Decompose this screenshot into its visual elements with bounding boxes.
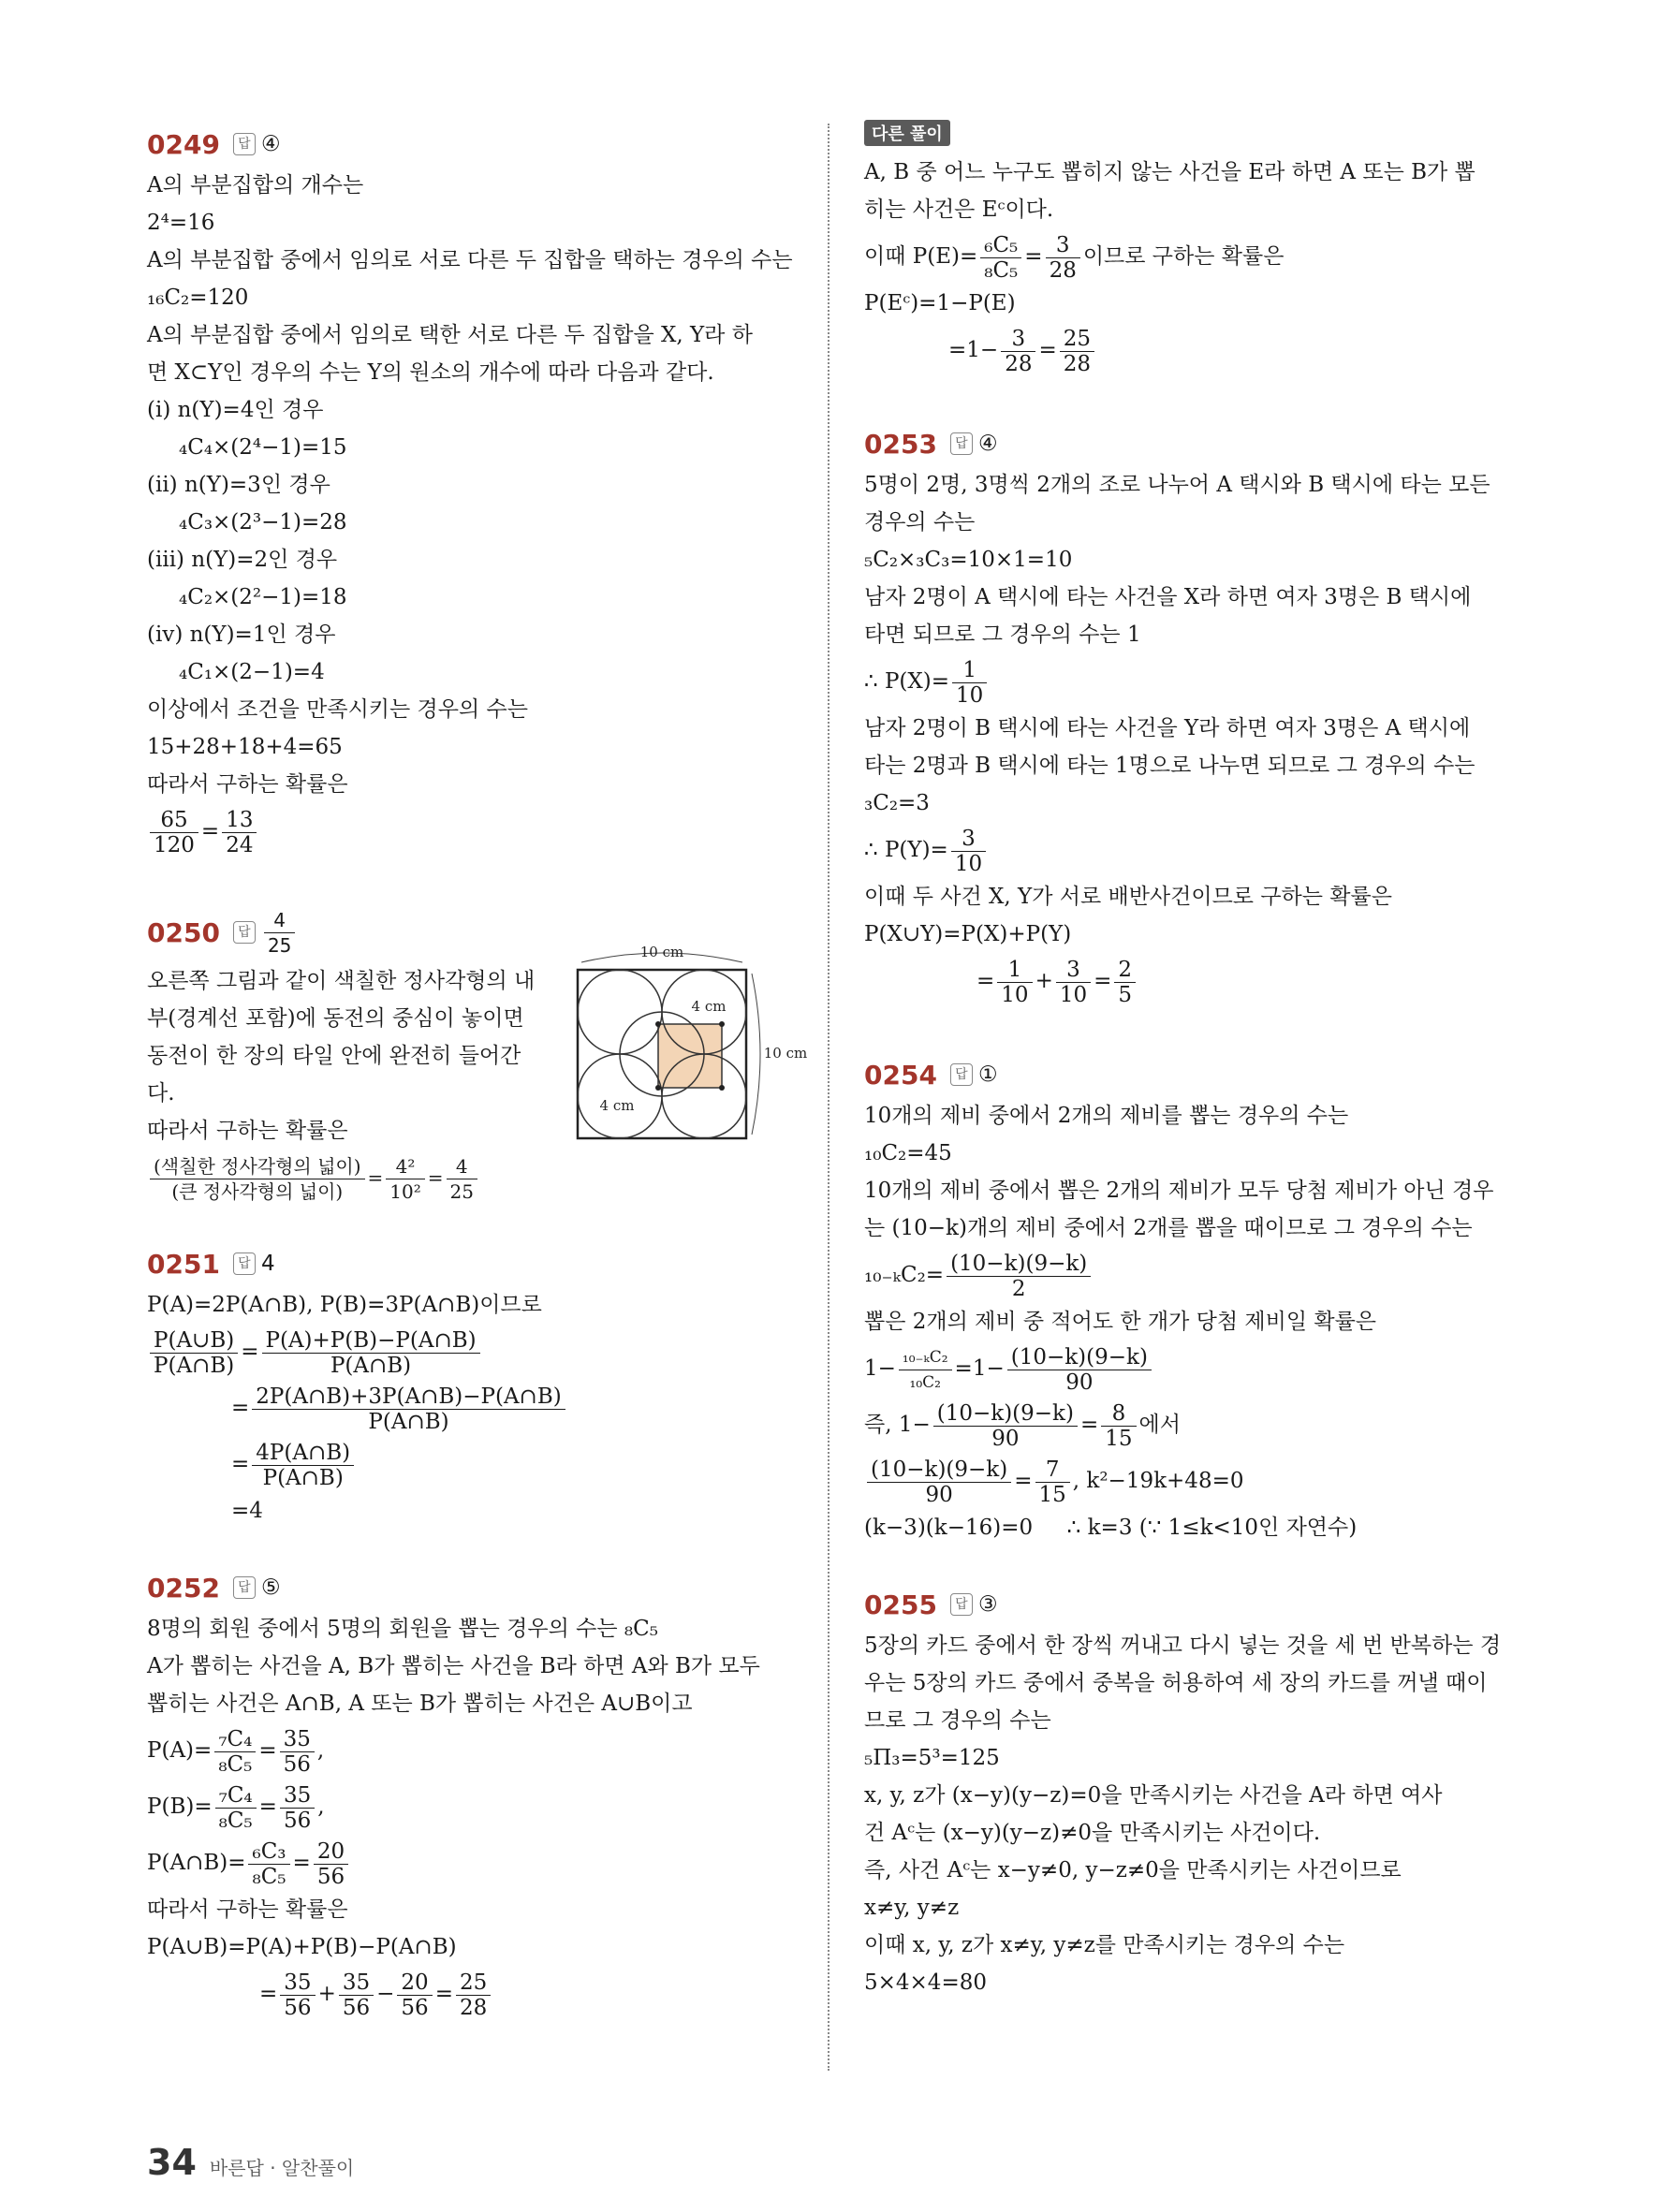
text-line: A의 부분집합의 개수는	[147, 173, 364, 198]
text-line: 히는 사건은 Eᶜ이다.	[864, 198, 1054, 222]
text-line: 부(경계선 포함)에 동전의 중심이 놓이면	[147, 1006, 524, 1031]
formula-line: ₁₀C₂=45	[864, 1141, 952, 1165]
text-line: 뽑히는 사건은 A∩B, A 또는 B가 뽑히는 사건은 A∪B이고	[147, 1692, 693, 1716]
text-line: 5장의 카드 중에서 한 장씩 꺼내고 다시 넣는 것을 세 번 반복하는 경	[864, 1633, 1502, 1658]
case-line: (ⅳ) n(Y)=1인 경우	[147, 623, 336, 647]
formula-line: = $\frac{2P(A\cap B)+3P(A\cap B)-P(A\cap B)}{P(A\cap B)}$	[147, 1380, 793, 1436]
answer-icon: 답	[950, 1063, 973, 1086]
formula-line: (k−3)(k−16)=0 ∴ k=3 (∵ 1≤k<10인 자연수)	[864, 1516, 1358, 1540]
column-divider	[828, 124, 830, 2071]
text-line: 15+28+18+4=65	[147, 735, 343, 759]
answer-value: $\frac{4}{25}$	[264, 908, 295, 958]
text-line: 뽑은 2개의 제비 중 적어도 한 개가 당첨 제비일 확률은	[864, 1310, 1377, 1334]
formula-line: ₄C₃×(2³−1)=28	[179, 510, 347, 535]
problem-number: 0252	[147, 1572, 220, 1604]
formula-line: 이때 P(E)= $\frac{\text{₆C₅}}{\text{₈C₅}}$ = $\frac{3}{28}$ 이므로 구하는 확률은	[864, 232, 1285, 283]
text-line: 10개의 제비 중에서 뽑은 2개의 제비가 모두 당첨 제비가 아닌 경우	[864, 1179, 1494, 1203]
text-line: A의 부분집합 중에서 임의로 택한 서로 다른 두 집합을 X, Y라 하	[147, 323, 753, 347]
text-line: 남자 2명이 A 택시에 타는 사건을 X라 하면 여자 3명은 B 택시에	[864, 585, 1472, 609]
text-line: A, B 중 어느 누구도 뽑히지 않는 사건을 E라 하면 A 또는 B가 뽑	[864, 160, 1475, 184]
text-line: 건 Aᶜ는 (x−y)(y−z)≠0을 만족시키는 사건이다.	[864, 1821, 1321, 1845]
problem-number: 0253	[864, 428, 937, 460]
footer-title: 바른답 · 알찬풀이	[209, 2157, 355, 2179]
answer-icon: 답	[233, 921, 256, 944]
formula-line: ₃C₂=3	[864, 791, 930, 815]
final-fraction: $\frac{65}{120}$ = $\frac{13}{24}$	[147, 803, 793, 859]
page-number: 34	[147, 2142, 197, 2183]
svg-text:4 cm: 4 cm	[691, 998, 727, 1015]
svg-text:10 cm: 10 cm	[763, 1045, 808, 1062]
text-line: 8명의 회원 중에서 5명의 회원을 뽑는 경우의 수는 ₈C₅	[147, 1617, 658, 1641]
formula-line: P(Eᶜ)=1−P(E)	[864, 291, 1016, 315]
final-fraction: $\frac{\text{(색칠한 정사각형의 넓이)}}{\text{(큰 정사각형의 넓이)}}$ = $\frac{\text{4²}}{\text{10²}}$ = $\frac{4}{25}$	[147, 1150, 793, 1206]
alt-solution-badge: 다른 풀이	[864, 120, 950, 146]
text-line: 동전이 한 장의 타일 안에 완전히 들어간	[147, 1044, 521, 1068]
problem-number: 0251	[147, 1248, 220, 1280]
text-line: 이때 두 사건 X, Y가 서로 배반사건이므로 구하는 확률은	[864, 885, 1392, 909]
text-line: 므로 그 경우의 수는	[864, 1708, 1051, 1733]
problem-header-0253	[864, 425, 1515, 462]
text-line: 이때 x, y, z가 x≠y, y≠z를 만족시키는 경우의 수는	[864, 1933, 1345, 1957]
answer-value: ③	[977, 1592, 998, 1617]
text-line: 남자 2명이 B 택시에 타는 사건을 Y라 하면 여자 3명은 A 택시에	[864, 716, 1471, 740]
svg-text:10 cm: 10 cm	[639, 944, 684, 960]
text-line: A가 뽑히는 사건을 A, B가 뽑히는 사건을 B라 하면 A와 B가 모두	[147, 1654, 760, 1678]
right-column	[864, 120, 1515, 2001]
case-line: (ⅰ) n(Y)=4인 경우	[147, 398, 324, 422]
text-line: 10개의 제비 중에서 2개의 제비를 뽑는 경우의 수는	[864, 1104, 1349, 1128]
formula-line: P(A∪B)=P(A)+P(B)−P(A∩B)	[147, 1935, 457, 1959]
tile-figure	[568, 942, 812, 1170]
problem-number: 0249	[147, 128, 220, 160]
text-line: A의 부분집합 중에서 임의로 서로 다른 두 집합을 택하는 경우의 수는	[147, 248, 793, 272]
text-line: 다.	[147, 1081, 175, 1106]
left-column	[147, 120, 808, 2022]
answer-icon: 답	[950, 1593, 973, 1616]
problem-header-0252	[147, 1569, 793, 1606]
problem-body-0250	[147, 944, 808, 1206]
formula-line: ₅Π₃=5³=125	[864, 1746, 1000, 1770]
problem-number: 0255	[864, 1589, 937, 1620]
problem-number: 0250	[147, 916, 220, 948]
case-line: (ⅱ) n(Y)=3인 경우	[147, 473, 330, 497]
answer-icon: 답	[950, 432, 973, 455]
text-line: 2⁴=16	[147, 211, 215, 235]
formula-line: $\frac{P(A\cup B)}{P(A\cap B)}$ = $\frac{P(A)+P(B)-P(A\cap B)}{P(A\cap B)}$	[147, 1324, 793, 1380]
answer-icon: 답	[233, 1252, 256, 1275]
formula-line: $\frac{(10-k)(9-k)}{90}$ = $\frac{7}{15}$ , k²−19k+48=0	[864, 1453, 1515, 1509]
text-line: 즉, 사건 Aᶜ는 x−y≠0, y−z≠0을 만족시키는 사건이므로	[864, 1858, 1402, 1882]
formula-line: ∴ P(Y)= $\frac{3}{10}$	[864, 822, 1515, 878]
text-line: 경우의 수는	[864, 510, 976, 535]
formula-line: =1− $\frac{3}{28}$ = $\frac{25}{28}$	[864, 322, 1515, 378]
text-line: 이상에서 조건을 만족시키는 경우의 수는	[147, 697, 528, 722]
text-line: P(A)=2P(A∩B), P(B)=3P(A∩B)이므로	[147, 1293, 542, 1317]
formula-line: ₅C₂×₃C₃=10×1=10	[864, 548, 1073, 572]
formula-line: =4	[231, 1499, 263, 1523]
text-line: 우는 5장의 카드 중에서 중복을 허용하여 세 장의 카드를 꺼낼 때이	[864, 1671, 1488, 1695]
answer-value: ⑤	[260, 1575, 281, 1600]
answer-icon: 답	[233, 133, 256, 155]
formula-line: 5×4×4=80	[864, 1970, 987, 1995]
answer-value: ①	[977, 1062, 998, 1087]
text-line: 는 (10−k)개의 제비 중에서 2개를 뽑을 때이므로 그 경우의 수는	[864, 1216, 1473, 1240]
formula-line: P(B)= $\frac{\text{₇C₄}}{\text{₈C₅}}$ = $\frac{35}{56}$ ,	[147, 1782, 325, 1833]
formula-line: ₄C₁×(2−1)=4	[179, 660, 325, 684]
formula-line: 1− $\frac{\text{₁₀₋ₖC₂}}{\text{₁₀C₂}}$ =1− $\frac{(10-k)(9-k)}{90}$	[864, 1340, 1515, 1397]
case-line: (ⅲ) n(Y)=2인 경우	[147, 548, 338, 572]
problem-header-0249	[147, 125, 793, 163]
text-line: 면 X⊂Y인 경우의 수는 Y의 원소의 개수에 따라 다음과 같다.	[147, 360, 714, 385]
formula-line: ∴ P(X)= $\frac{1}{10}$	[864, 653, 1515, 710]
answer-icon: 답	[233, 1576, 256, 1599]
text-line: 타면 되므로 그 경우의 수는 1	[864, 623, 1141, 647]
problem-number: 0254	[864, 1059, 937, 1091]
answer-value: 4	[260, 1252, 275, 1276]
formula-line: = $\frac{1}{10}$ + $\frac{3}{10}$ = $\frac{2}{5}$	[864, 953, 1515, 1009]
formula-line: = $\frac{35}{56}$ + $\frac{35}{56}$ − $\frac{20}{56}$ = $\frac{25}{28}$	[147, 1966, 793, 2022]
text-line: 따라서 구하는 확률은	[147, 1897, 348, 1922]
formula-line: P(X∪Y)=P(X)+P(Y)	[864, 922, 1072, 946]
text-line: x, y, z가 (x−y)(y−z)=0을 만족시키는 사건을 A라 하면 여사	[864, 1783, 1443, 1808]
answer-value: ④	[977, 432, 998, 456]
formula-line: P(A∩B)= $\frac{\text{₆C₃}}{\text{₈C₅}}$ = $\frac{20}{56}$	[147, 1835, 793, 1891]
text-line: 따라서 구하는 확률은	[147, 1119, 348, 1143]
problem-header-0254	[864, 1056, 1515, 1093]
svg-text:4 cm: 4 cm	[599, 1097, 635, 1114]
text-line: 오른쪽 그림과 같이 색칠한 정사각형의 내	[147, 969, 536, 993]
formula-line: ₄C₄×(2⁴−1)=15	[179, 435, 347, 460]
formula-line: P(A)= $\frac{\text{₇C₄}}{\text{₈C₅}}$ = $\frac{35}{56}$ ,	[147, 1726, 325, 1777]
formula-line: 즉, 1− $\frac{(10-k)(9-k)}{90}$ = $\frac{8}{15}$ 에서	[864, 1400, 1181, 1451]
formula-line: x≠y, y≠z	[864, 1896, 960, 1920]
alt-solution-header	[864, 120, 1515, 154]
answer-value: ④	[260, 132, 281, 156]
text-line: 따라서 구하는 확률은	[147, 772, 348, 797]
page-footer	[147, 2142, 354, 2183]
text-line: ₁₆C₂=120	[147, 286, 249, 310]
problem-header-0255	[864, 1586, 1515, 1623]
formula-line: = $\frac{4P(A\cap B)}{P(A\cap B)}$	[147, 1436, 793, 1492]
text-line: 5명이 2명, 3명씩 2개의 조로 나누어 A 택시와 B 택시에 타는 모든	[864, 473, 1490, 497]
formula-line: ₁₀₋ₖC₂= $\frac{(10-k)(9-k)}{2}$	[864, 1247, 1515, 1303]
problem-header-0251	[147, 1245, 793, 1282]
formula-line: ₄C₂×(2²−1)=18	[179, 585, 347, 609]
text-line: 타는 2명과 B 택시에 타는 1명으로 나누면 되므로 그 경우의 수는	[864, 754, 1475, 778]
